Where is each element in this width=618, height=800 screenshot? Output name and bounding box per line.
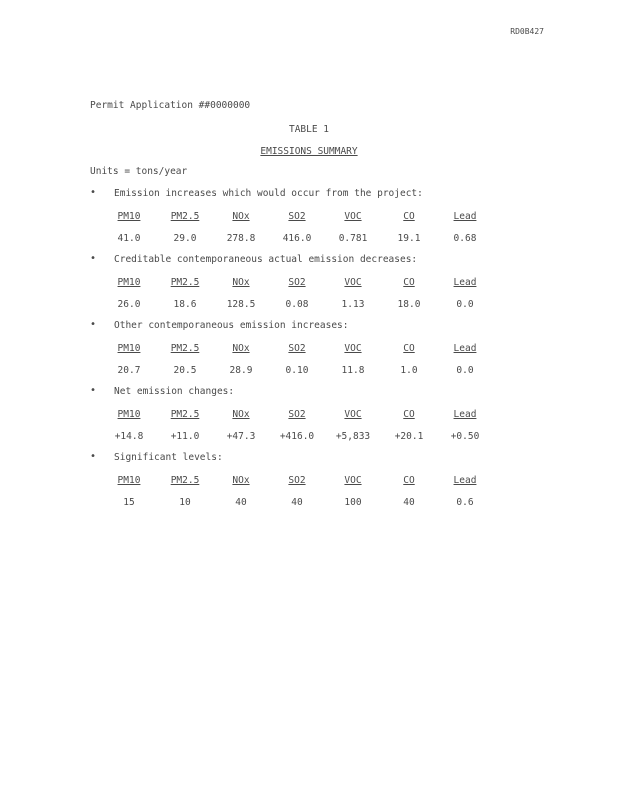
value-cell: 278.8 <box>226 233 256 244</box>
column-header: Lead <box>453 211 477 222</box>
value-cell: 29.0 <box>173 233 197 244</box>
column-header: Lead <box>453 343 477 354</box>
column-header: NOx <box>232 277 250 288</box>
section-label: Creditable contemporaneous actual emission decreases: <box>114 254 418 265</box>
value-cell: 10 <box>179 497 191 508</box>
value-cell: 0.68 <box>453 233 477 244</box>
column-header: SO2 <box>288 211 306 222</box>
column-header: NOx <box>232 475 250 486</box>
value-cell: 41.0 <box>117 233 141 244</box>
value-cell: 20.5 <box>173 365 197 376</box>
column-header: PM10 <box>117 211 141 222</box>
value-cell: +14.8 <box>114 431 144 442</box>
bullet-icon: • <box>90 319 97 330</box>
value-cell: 20.7 <box>117 365 141 376</box>
value-cell: 416.0 <box>282 233 312 244</box>
column-header: PM2.5 <box>170 211 200 222</box>
column-header: NOx <box>232 409 250 420</box>
column-header: CO <box>403 409 415 420</box>
value-cell: 0.0 <box>456 365 474 376</box>
value-cell: +0.50 <box>450 431 480 442</box>
value-cell: +47.3 <box>226 431 256 442</box>
value-cell: 0.781 <box>338 233 368 244</box>
column-header: PM2.5 <box>170 475 200 486</box>
value-cell: 40 <box>291 497 303 508</box>
column-header: NOx <box>232 343 250 354</box>
column-header: SO2 <box>288 343 306 354</box>
column-header: PM2.5 <box>170 343 200 354</box>
table-subtitle: EMISSIONS SUMMARY <box>260 146 358 157</box>
column-header: SO2 <box>288 409 306 420</box>
column-header: CO <box>403 211 415 222</box>
column-header: CO <box>403 475 415 486</box>
value-cell: 15 <box>123 497 135 508</box>
column-header: PM10 <box>117 475 141 486</box>
value-cell: 128.5 <box>226 299 256 310</box>
column-header: SO2 <box>288 277 306 288</box>
column-header: CO <box>403 277 415 288</box>
value-cell: 100 <box>344 497 362 508</box>
value-cell: 18.0 <box>397 299 421 310</box>
column-header: PM2.5 <box>170 409 200 420</box>
column-header: VOC <box>344 475 362 486</box>
column-header: PM10 <box>117 409 141 420</box>
section-label: Net emission changes: <box>114 386 235 397</box>
value-cell: +11.0 <box>170 431 200 442</box>
column-header: Lead <box>453 409 477 420</box>
value-cell: 40 <box>403 497 415 508</box>
column-header: PM10 <box>117 343 141 354</box>
bullet-icon: • <box>90 451 97 462</box>
value-cell: 1.13 <box>341 299 365 310</box>
bullet-icon: • <box>90 187 97 198</box>
column-header: VOC <box>344 409 362 420</box>
value-cell: 19.1 <box>397 233 421 244</box>
bullet-icon: • <box>90 253 97 264</box>
column-header: PM2.5 <box>170 277 200 288</box>
value-cell: +416.0 <box>279 431 315 442</box>
column-header: PM10 <box>117 277 141 288</box>
column-header: VOC <box>344 277 362 288</box>
value-cell: 0.08 <box>285 299 309 310</box>
column-header: VOC <box>344 343 362 354</box>
column-header: VOC <box>344 211 362 222</box>
value-cell: 26.0 <box>117 299 141 310</box>
table-title: TABLE 1 <box>288 124 330 135</box>
value-cell: 18.6 <box>173 299 197 310</box>
value-cell: +5,833 <box>335 431 371 442</box>
header-line: Permit Application ##0000000 <box>90 100 251 111</box>
column-header: SO2 <box>288 475 306 486</box>
column-header: Lead <box>453 277 477 288</box>
section-label: Emission increases which would occur from the project: <box>114 188 423 199</box>
units-line: Units = tons/year <box>90 166 188 177</box>
value-cell: 11.8 <box>341 365 365 376</box>
column-header: CO <box>403 343 415 354</box>
bullet-icon: • <box>90 385 97 396</box>
value-cell: 28.9 <box>229 365 253 376</box>
value-cell: 0.10 <box>285 365 309 376</box>
column-header: NOx <box>232 211 250 222</box>
value-cell: 40 <box>235 497 247 508</box>
document-id: RD0B427 <box>510 27 544 36</box>
column-header: Lead <box>453 475 477 486</box>
section-label: Other contemporaneous emission increases: <box>114 320 349 331</box>
value-cell: 0.6 <box>456 497 474 508</box>
value-cell: 1.0 <box>400 365 418 376</box>
value-cell: +20.1 <box>394 431 424 442</box>
value-cell: 0.0 <box>456 299 474 310</box>
section-label: Significant levels: <box>114 452 223 463</box>
